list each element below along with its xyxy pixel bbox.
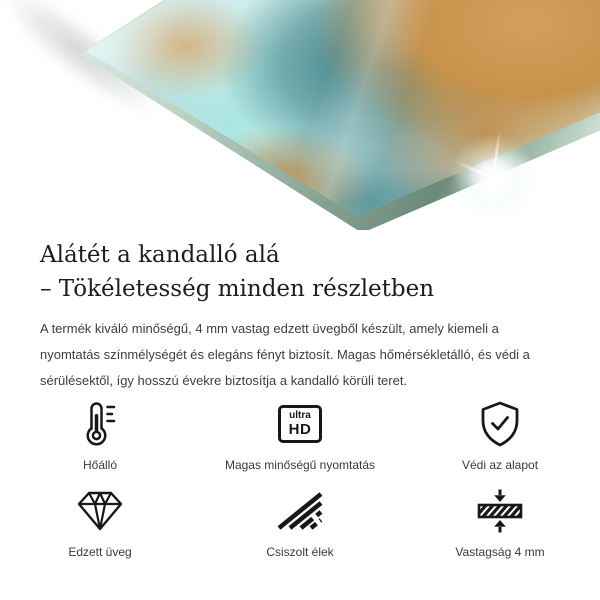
- product-image: [0, 0, 600, 230]
- thickness-icon: [476, 487, 524, 535]
- diamond-icon: [76, 487, 124, 535]
- feature-label: Edzett üveg: [68, 545, 132, 559]
- page-title-line1: Alátét a kandalló alá: [40, 242, 280, 268]
- product-info-section: [0, 230, 600, 394]
- feature-tempered-glass: [0, 487, 200, 560]
- feature-label: Magas minőségű nyomtatás: [224, 458, 376, 472]
- polished-edges-icon: [276, 487, 324, 535]
- feature-label: Vastagság 4 mm: [455, 545, 545, 559]
- feature-label: Hőálló: [82, 458, 118, 472]
- thermometer-icon: [83, 400, 117, 448]
- page-title-line2: – Tökéletesség minden részletben: [40, 276, 435, 302]
- feature-thickness: [400, 487, 600, 560]
- product-description: A termék kiváló minőségű, 4 mm vastag edzett üvegből készült, amely kiemeli a nyomtatás színmélységét és elegáns fényt biztosít. Magas hőmérsékletálló, és védi a sérülésektől, így hosszú évekre biztosítja a kandalló körüli teret.: [40, 321, 530, 388]
- ultra-hd-icon: ultra HD: [278, 400, 322, 448]
- feature-print-quality: [200, 400, 400, 473]
- feature-label: Védi az alapot: [461, 458, 539, 472]
- feature-grid: [0, 400, 600, 560]
- feature-polished-edges: [200, 487, 400, 560]
- shield-check-icon: [478, 400, 522, 448]
- feature-protects-base: [400, 400, 600, 473]
- feature-label: Csiszolt élek: [266, 545, 334, 559]
- feature-heat-resistant: [0, 400, 200, 473]
- page-title: [40, 238, 560, 306]
